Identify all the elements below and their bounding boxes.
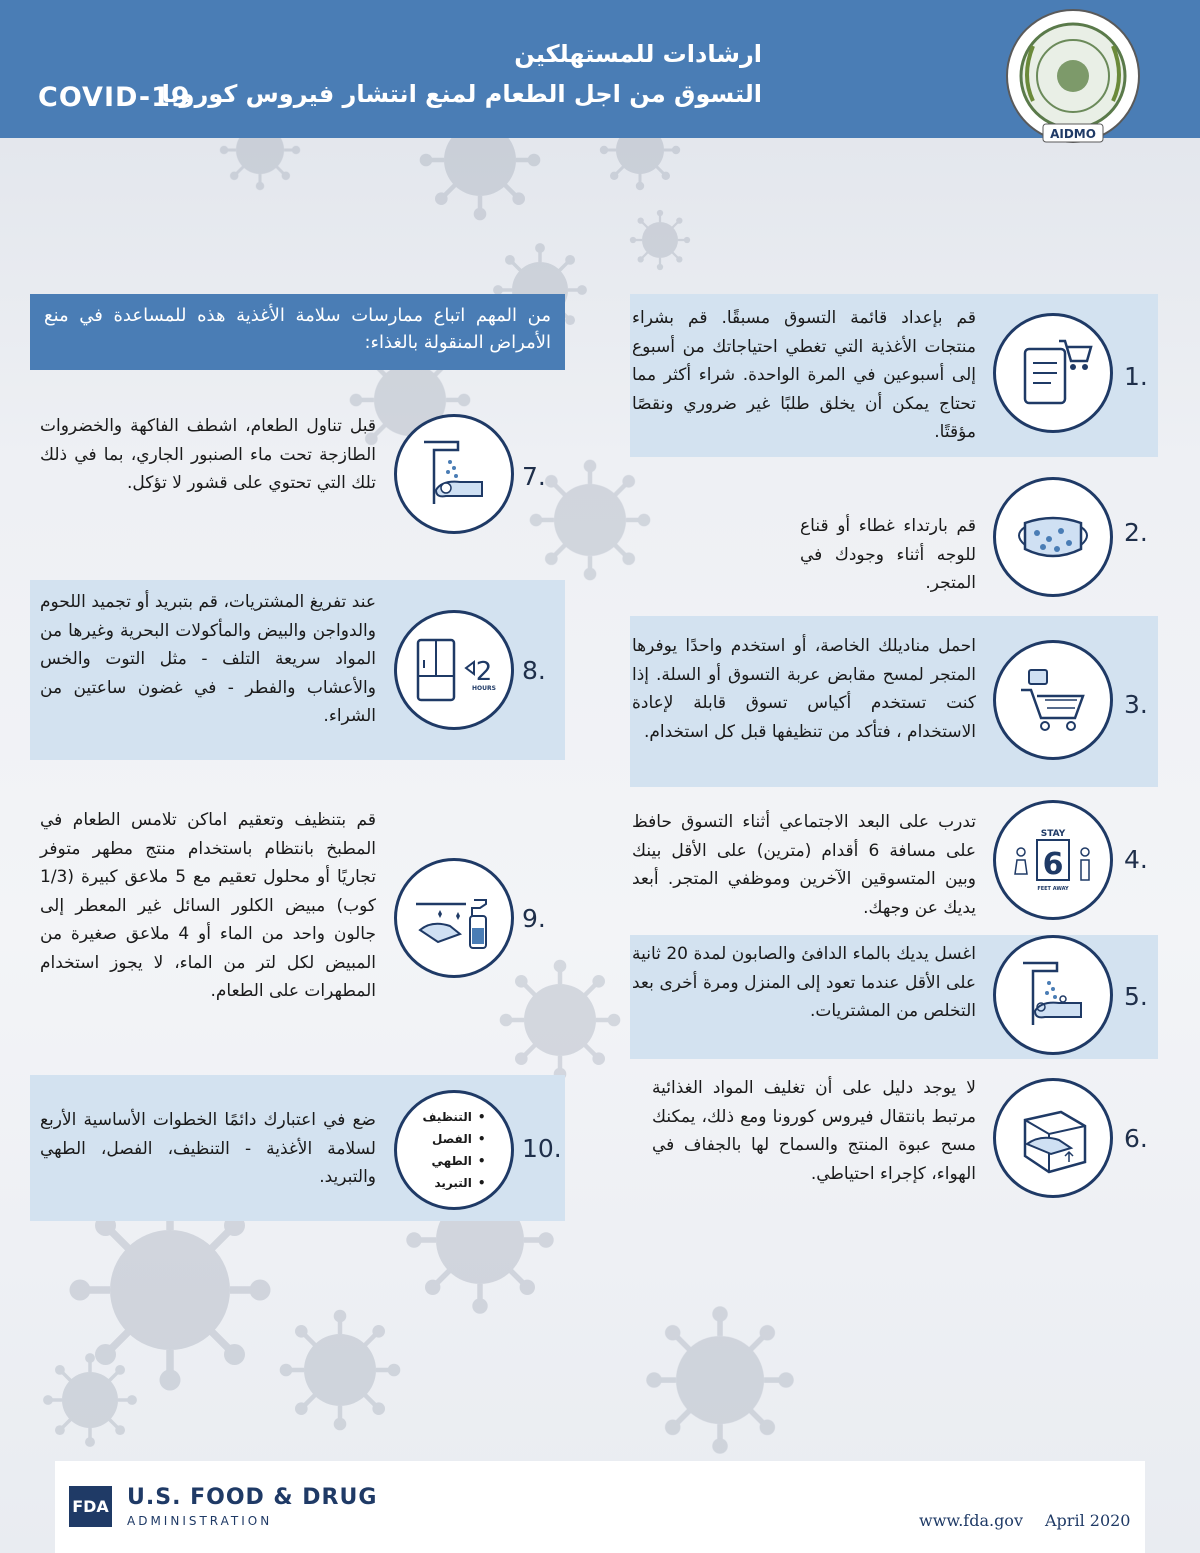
fridge-icon: [408, 624, 500, 716]
step-1-number: 1.: [1124, 362, 1148, 391]
step-3-text: احمل مناديلك الخاصة، أو استخدم واحدًا يوفرها المتجر لمسح مقابض عربة التسوق أو السلة. إذا كنت تستخدم أكياس تسوق قابلة لإعادة الاستخدام ، فتأكد من تنظيفها قبل كل استخدام.: [632, 636, 976, 742]
step-5-text: اغسل يديك بالماء الدافئ والصابون لمدة 20 ثانية على الأقل عندما تعود إلى المنزل ومرة أخرى بعد التخلص من المشتريات.: [632, 944, 976, 1021]
package-wipe-icon: [1007, 1092, 1099, 1184]
social-distance-icon: [1007, 814, 1099, 906]
shopping-list-icon: [1007, 327, 1099, 419]
step-9-number: 9.: [522, 904, 546, 933]
step-chill: • التبريد: [423, 1172, 486, 1194]
cart-wipe-icon: [1007, 654, 1099, 746]
face-mask-icon: [1007, 491, 1099, 583]
step-1-text: قم بإعداد قائمة التسوق مسبقًا. قم بشراء منتجات الأغذية التي تغطي احتياجاتك من أسبوع إلى أسبوعين في المرة الواحدة. شراء أكثر مما تحتاج يمكن أن يخلق طلبًا غير ضروري ونقصًا مؤقتًا.: [632, 308, 976, 442]
step-5-number: 5.: [1124, 982, 1148, 1011]
hours-label: HOURS: [472, 685, 496, 692]
feet-away-label: FEET AWAY: [1037, 886, 1069, 892]
step-1-icon: [993, 313, 1113, 433]
step-3-number: 3.: [1124, 690, 1148, 719]
agency-name: U.S. FOOD & DRUG: [127, 1485, 378, 1510]
step-4-text: تدرب على البعد الاجتماعي أثناء التسوق حافظ على مسافة 6 أقدام (مترين) على الأقل بينك وبين المتسوقين الآخرين وموظفي المتجر. أبعد يديك عن وجهك.: [632, 812, 976, 918]
step-2-icon: [993, 477, 1113, 597]
hand-wash-icon: [1007, 949, 1099, 1041]
step-separate: • الفصل: [423, 1128, 486, 1150]
step-6-icon: [993, 1078, 1113, 1198]
step-7-number: 7.: [522, 462, 546, 491]
step-2-number: 2.: [1124, 518, 1148, 547]
step-cook: • الطهي: [423, 1150, 486, 1172]
produce-rinse-icon: [408, 428, 500, 520]
step-8-text: عند تفريغ المشتريات، قم بتبريد أو تجميد اللحوم والدواجن والبيض والمأكولات البحرية وغيرها من المواد سريعة التلف - مثل التوت والخس والأعشاب والفطر - في غضون ساعتين من الشراء.: [40, 592, 376, 726]
aidmo-logo-icon: [1003, 6, 1143, 154]
step-7-icon: [394, 414, 514, 534]
step-9-icon: [394, 858, 514, 978]
step-3-icon: [993, 640, 1113, 760]
header-title-line2: التسوق من اجل الطعام لمنع انتشار فيروس كورونا: [161, 80, 762, 108]
spray-clean-icon: [408, 872, 500, 964]
step-8-number: 8.: [522, 656, 546, 685]
six-label: 6: [1042, 847, 1064, 882]
step-2-text: قم بارتداء غطاء أو قناع للوجه أثناء وجودك في المتجر.: [800, 516, 976, 593]
step-8-icon: [394, 610, 514, 730]
step-10-icon: [394, 1090, 514, 1210]
logo-text: AIDMO: [1050, 127, 1096, 141]
step-10-text: ضع في اعتبارك دائمًا الخطوات الأساسية الأربع لسلامة الأغذية - التنظيف، الفصل، الطهي والتبريد.: [40, 1110, 376, 1187]
stay-label: STAY: [1040, 829, 1066, 839]
two-hours-number: 2: [475, 657, 493, 687]
agency-admin: ADMINISTRATION: [127, 1514, 273, 1528]
step-7-text: قبل تناول الطعام، اشطف الفاكهة والخضروات الطازجة تحت ماء الصنبور الجاري، بما في ذلك تلك التي تحتوي على قشور لا تؤكل.: [40, 416, 376, 493]
step-4-number: 4.: [1124, 845, 1148, 874]
fda-url[interactable]: www.fda.gov: [919, 1511, 1023, 1530]
fda-badge: FDA: [69, 1486, 112, 1527]
step-9-text: قم بتنظيف وتعقيم اماكن تلامس الطعام في المطبخ بانتظام باستخدام منتج مطهر متوفر تجاريًا أو محلول تعقيم مع 5 ملاعق كبيرة (1/3 كوب) مبيض الكلور السائل غير المعطر إلى جالون واحد من الماء أو 4 ملاعق صغيرة من المبيض لكل لتر من الماء، لا يجوز استخدام المطهرات على الطعام.: [40, 810, 376, 1001]
step-6-number: 6.: [1124, 1124, 1148, 1153]
step-5-icon: [993, 935, 1113, 1055]
covid-label: COVID-19: [38, 82, 191, 113]
header-title-line1: ارشادات للمستهلكين: [514, 40, 762, 68]
intro-box: من المهم اتباع ممارسات سلامة الأغذية هذه للمساعدة في منع الأمراض المنقولة بالغذاء:: [30, 294, 565, 370]
step-6-text: لا يوجد دليل على أن تغليف المواد الغذائية مرتبط بانتقال فيروس كورونا ومع ذلك، يمكنك مسح عبوة المنتج والسماح لها بالجفاف في الهواء، كإجراء احتياطي.: [652, 1078, 976, 1184]
footer: [55, 1461, 1145, 1553]
step-4-icon: [993, 800, 1113, 920]
publication-date: April 2020: [1045, 1511, 1131, 1530]
four-steps-icon: [423, 1106, 486, 1194]
step-10-number: 10.: [522, 1134, 562, 1163]
step-clean: • التنظيف: [423, 1106, 486, 1128]
